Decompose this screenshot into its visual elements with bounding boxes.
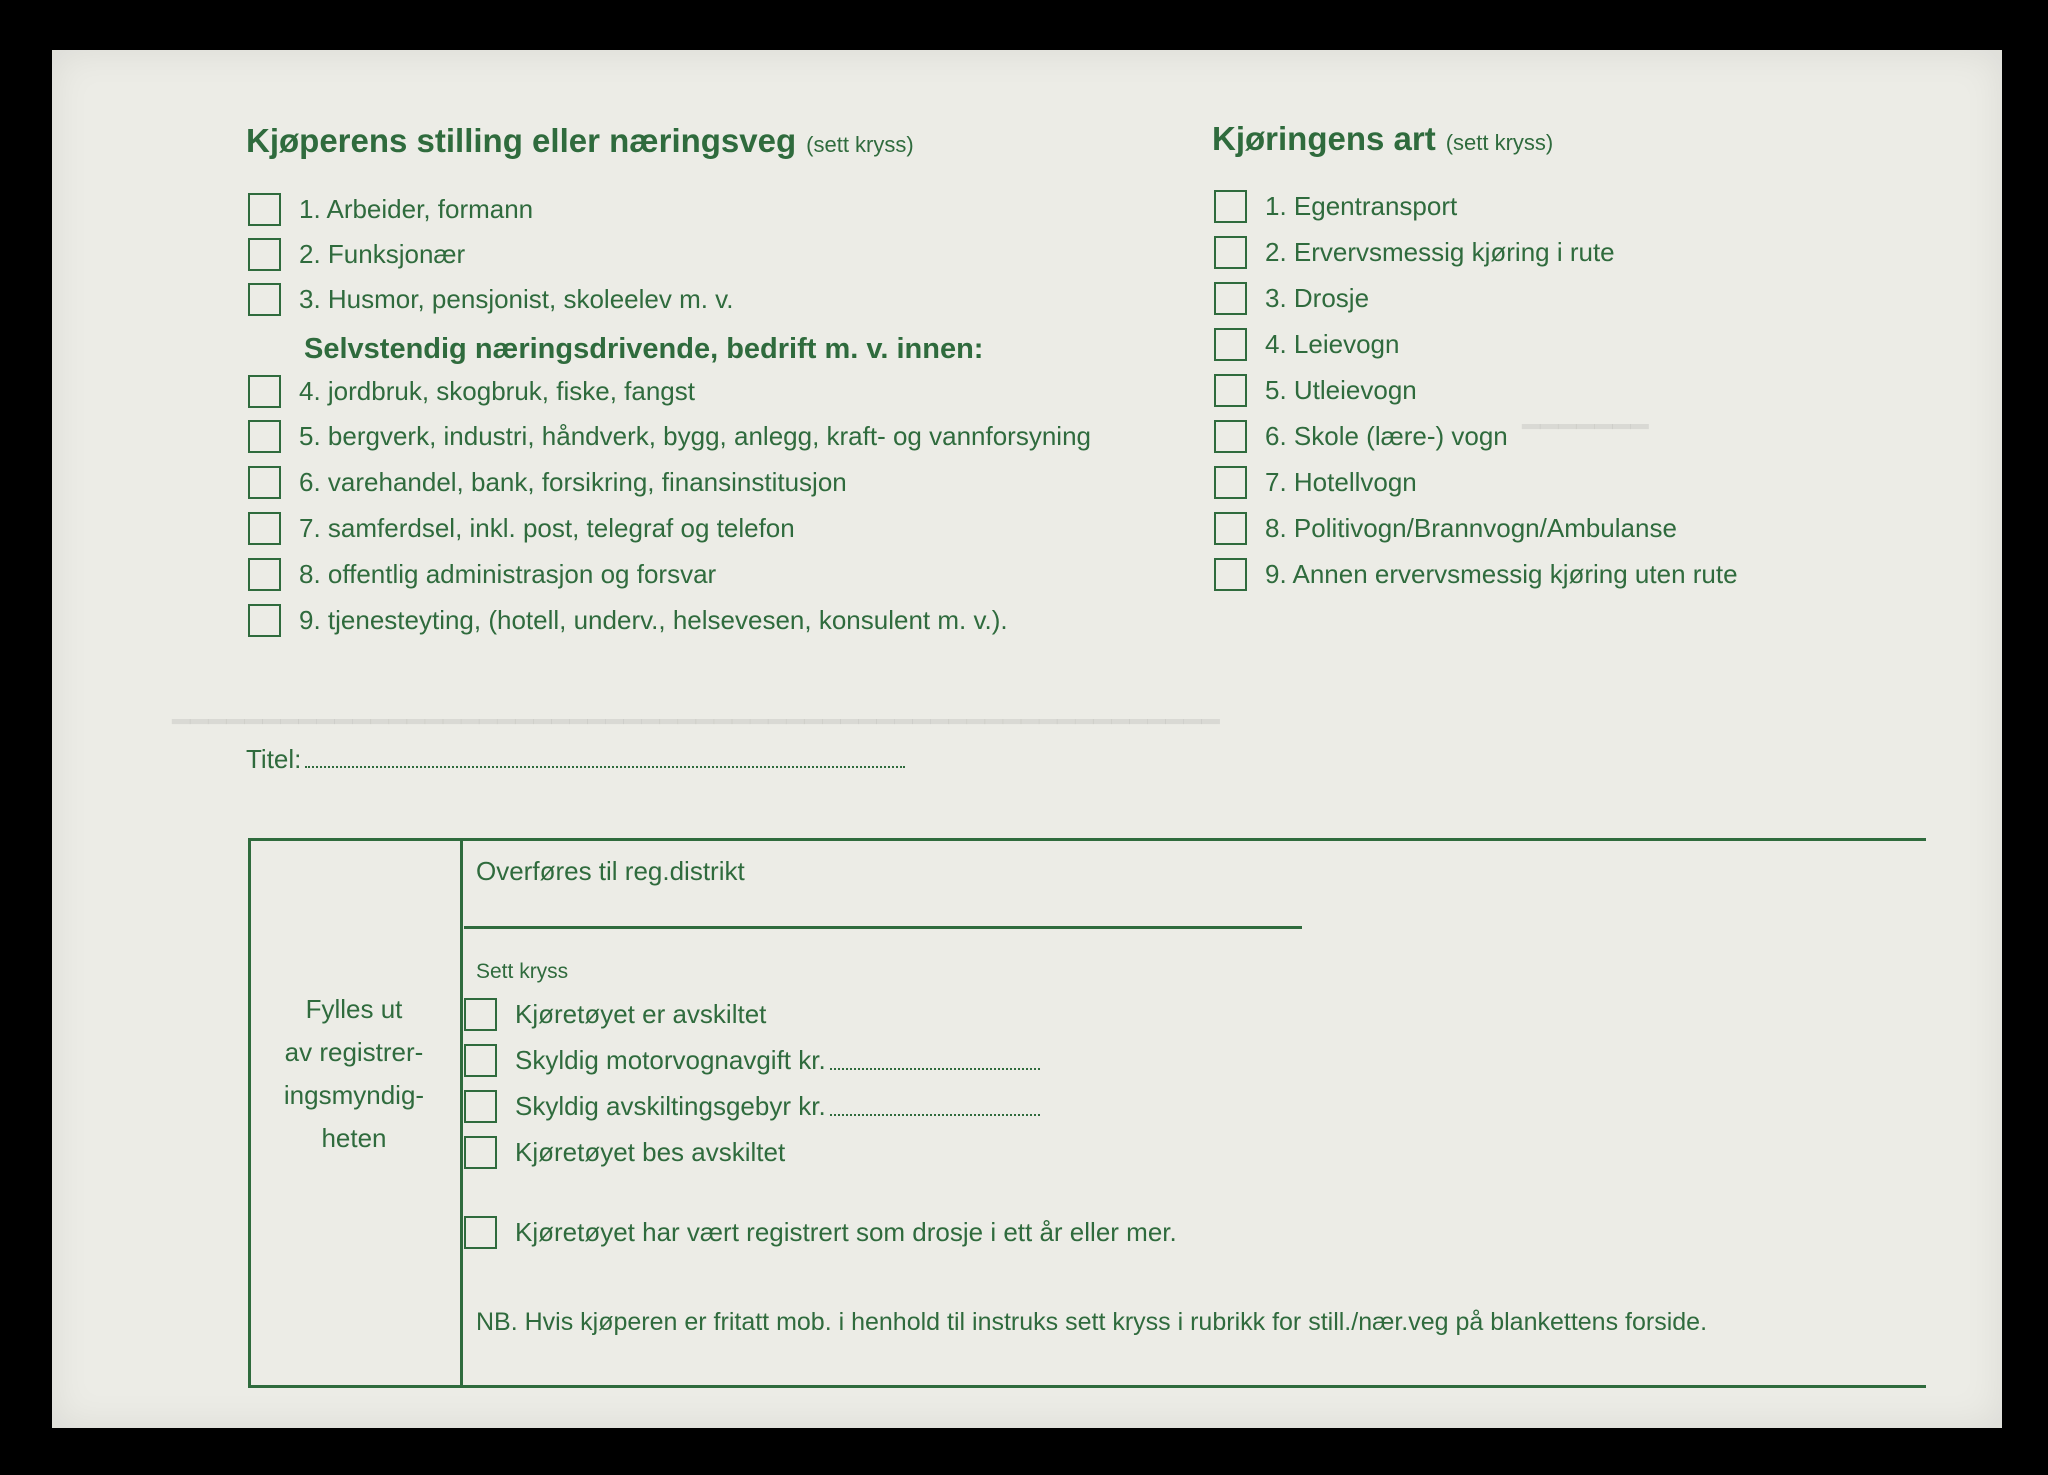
authority-check-option[interactable] [464, 998, 766, 1031]
driving-type-option-label: 1. Egentransport [1265, 191, 1458, 221]
driving-type-option[interactable] [1214, 236, 1615, 269]
check-hint: Sett kryss [476, 960, 569, 983]
title-field[interactable] [246, 744, 905, 775]
authority-check-option[interactable] [464, 1044, 1040, 1077]
title-label: Titel: [246, 744, 302, 774]
checkbox[interactable] [1214, 374, 1247, 407]
driving-type-option[interactable] [1214, 558, 1738, 591]
driving-type-option-label: 2. Ervervsmessig kjøring i rute [1265, 237, 1615, 267]
authority-check-option[interactable] [464, 1090, 1040, 1123]
checkbox[interactable] [1214, 512, 1247, 545]
checkbox[interactable] [1214, 236, 1247, 269]
industry-option[interactable] [248, 512, 795, 545]
driving-type-option-label: 8. Politivogn/Brannvogn/Ambulanse [1265, 513, 1677, 543]
authority-check-label: Kjøretøyet bes avskiltet [515, 1137, 786, 1167]
industry-option[interactable] [248, 466, 847, 499]
authority-side-label-line: ingsmyndig- [283, 1080, 425, 1110]
occupation-option-label: 3. Husmor, pensjonist, skoleelev m. v. [299, 284, 734, 314]
checkbox[interactable] [248, 283, 281, 316]
box-divider [460, 838, 463, 1388]
buyer-occupation-hint: (sett kryss) [806, 132, 914, 157]
occupation-option[interactable] [248, 193, 533, 226]
amount-dotted-line[interactable] [830, 1052, 1040, 1070]
buyer-occupation-title-text: Kjøperens stilling eller næringsveg [246, 122, 797, 159]
driving-type-option[interactable] [1214, 466, 1417, 499]
driving-type-option-label: 6. Skole (lære-) vogn [1265, 421, 1508, 451]
bleed-through-mark: ━━━━━━━━━━━━━━━━━━━━━━━━━━━━━━━━━━━━━━━━━━━━━━━━━━━━━━━━━━ [172, 708, 1220, 742]
mobilization-note: NB. Hvis kjøperen er fritatt mob. i henhold til instruks sett kryss i rubrikk for still./nær.veg på blankettens forside. [476, 1308, 1708, 1336]
authority-side-label-line: av registrer- [284, 1037, 424, 1067]
driving-type-option[interactable] [1214, 374, 1417, 407]
box-bottom-border [248, 1385, 1926, 1388]
industry-option[interactable] [248, 420, 1091, 453]
driving-type-option[interactable] [1214, 512, 1677, 545]
checkbox[interactable] [248, 512, 281, 545]
driving-type-option-label: 5. Utleievogn [1265, 375, 1417, 405]
checkbox[interactable] [248, 238, 281, 271]
occupation-option[interactable] [248, 238, 465, 271]
checkbox[interactable] [248, 193, 281, 226]
checkbox[interactable] [464, 998, 497, 1031]
transfer-district-label: Overføres til reg.distrikt [476, 856, 745, 886]
checkbox[interactable] [1214, 190, 1247, 223]
box-top-border [248, 838, 1926, 841]
industry-option[interactable] [248, 604, 1008, 637]
driving-type-option-label: 4. Leievogn [1265, 329, 1400, 359]
drosje-check-option[interactable] [464, 1216, 1177, 1249]
checkbox[interactable] [248, 466, 281, 499]
driving-type-option[interactable] [1214, 282, 1369, 315]
industry-option[interactable] [248, 558, 716, 591]
driving-type-option-label: 3. Drosje [1265, 283, 1370, 313]
driving-type-option[interactable] [1214, 328, 1399, 361]
driving-type-option[interactable] [1214, 190, 1457, 223]
checkbox[interactable] [464, 1136, 497, 1169]
industry-option-label: 6. varehandel, bank, forsikring, finansinstitusjon [299, 467, 847, 497]
occupation-option-label: 2. Funksjonær [299, 239, 466, 269]
industry-option-label: 7. samferdsel, inkl. post, telegraf og telefon [299, 513, 795, 543]
industry-option-label: 9. tjenesteyting, (hotell, underv., helsevesen, konsulent m. v.). [299, 605, 1008, 635]
authority-side-label [248, 988, 460, 1160]
checkbox[interactable] [464, 1044, 497, 1077]
checkbox[interactable] [248, 375, 281, 408]
driving-type-title [1212, 120, 1553, 158]
checkbox[interactable] [1214, 466, 1247, 499]
industry-option-label: 5. bergverk, industri, håndverk, bygg, anlegg, kraft- og vannforsyning [299, 421, 1091, 451]
driving-type-title-text: Kjøringens art [1212, 120, 1436, 157]
checkbox[interactable] [464, 1090, 497, 1123]
authority-side-label-line: Fylles ut [305, 994, 403, 1024]
bleed-through-mark: ━━━━━━━ [1522, 413, 1649, 447]
checkbox[interactable] [248, 420, 281, 453]
driving-type-option[interactable] [1214, 420, 1508, 453]
registration-authority-box [248, 838, 1926, 1388]
occupation-option[interactable] [248, 283, 733, 316]
driving-type-hint: (sett kryss) [1445, 130, 1554, 155]
checkbox[interactable] [1214, 420, 1247, 453]
industry-option[interactable] [248, 375, 695, 408]
drosje-check-label: Kjøretøyet har vært registrert som drosje i ett år eller mer. [515, 1217, 1177, 1247]
buyer-occupation-title [246, 122, 914, 160]
authority-check-label: Skyldig motorvognavgift kr. [515, 1045, 826, 1075]
checkbox[interactable] [464, 1216, 497, 1249]
form-sheet [52, 50, 2002, 1428]
industry-option-label: 4. jordbruk, skogbruk, fiske, fangst [299, 376, 695, 406]
driving-type-option-label: 9. Annen ervervsmessig kjøring uten rute [1265, 559, 1738, 589]
checkbox[interactable] [248, 604, 281, 637]
authority-check-label: Skyldig avskiltingsgebyr kr. [515, 1091, 826, 1121]
authority-check-option[interactable] [464, 1136, 785, 1169]
authority-side-label-line: heten [321, 1123, 387, 1153]
self-employed-subheading: Selvstendig næringsdrivende, bedrift m. v. innen: [304, 333, 984, 365]
checkbox[interactable] [1214, 282, 1247, 315]
transfer-district-line[interactable] [464, 926, 1302, 929]
driving-type-option-label: 7. Hotellvogn [1265, 467, 1417, 497]
checkbox[interactable] [248, 558, 281, 591]
checkbox[interactable] [1214, 328, 1247, 361]
title-dotted-line[interactable] [305, 748, 905, 768]
checkbox[interactable] [1214, 558, 1247, 591]
industry-option-label: 8. offentlig administrasjon og forsvar [299, 559, 717, 589]
amount-dotted-line[interactable] [830, 1098, 1040, 1116]
authority-check-label: Kjøretøyet er avskiltet [515, 999, 767, 1029]
occupation-option-label: 1. Arbeider, formann [299, 194, 534, 224]
